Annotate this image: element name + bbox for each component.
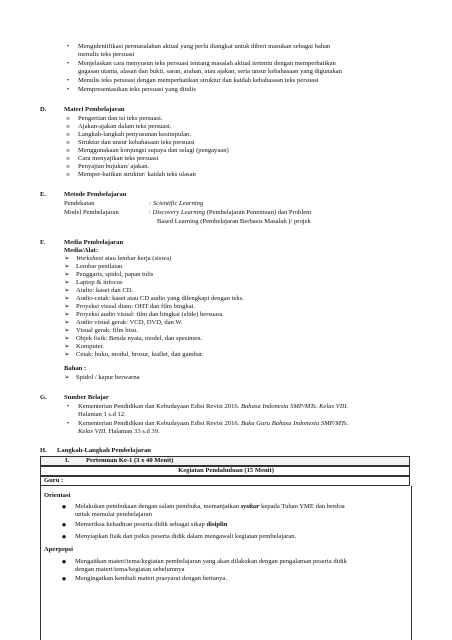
bullet-dot: • [66, 86, 70, 93]
kegiatan-title: Kegiatan Pendahuluan (15 Menit) [178, 467, 274, 474]
arrow-bullet-icon: ➢ [64, 319, 70, 326]
arrow-bullet-icon: ➢ [64, 279, 70, 286]
arrow-bullet-icon: ➢ [64, 271, 70, 278]
model-rest: (Pembelajaran Penemuan) dan Problem [205, 209, 312, 216]
arrow-bullet-icon: ➢ [64, 343, 70, 350]
section-h-label: H. [40, 447, 47, 454]
big-bullet: ● [61, 557, 67, 566]
big-bullet: ● [61, 574, 67, 583]
orientasi-item: Memeriksa kehadiran peserta didik sebagai sikap disiplin [75, 521, 228, 528]
arrow-bullet-icon: ➢ [64, 287, 70, 294]
list-item-cont: menulis teks persuasi [78, 51, 135, 58]
list-item: Menulis teks persuasi dengan memperhatikan struktur dan kaidah kebahasaan teks persuasi [78, 77, 319, 84]
list-item: Langkah-langkah penyusunan kesimpulan. [78, 131, 191, 138]
list-item: Mempresentasikan teks persuasi yang ditulis [78, 86, 196, 93]
list-item: Audio-cetak: kaset atau CD audio yang dilengkapi dengan teks. [76, 295, 244, 302]
apersepsi-item: Mengingatkan kembali materi prasyarat dengan bertanya. [75, 575, 227, 582]
big-bullet: ● [61, 502, 67, 511]
section-f-title: Media Pembelajaran [64, 239, 124, 246]
circle-bullet: o [66, 171, 70, 178]
bullet-dot: • [66, 60, 70, 67]
bahan-item: Spidol / kapur berwarna [76, 374, 140, 381]
list-item-cont: gagasan utama, alasan dan bukti, saran, arahan, atau ajakan, serta unsur kebahasaan yang digunakan [78, 68, 343, 75]
bullet-dot: • [66, 43, 70, 50]
circle-bullet: o [66, 123, 70, 130]
section-e-label: E. [40, 191, 47, 198]
big-bullet: ● [61, 520, 67, 529]
list-item: Memper-hatikan struktur/ kaidah teks ulasan [78, 171, 196, 178]
list-item: Pengertian dan isi teks persuasi. [78, 115, 163, 122]
section-d-title: Materi Pembelajaran [64, 106, 125, 113]
apersepsi-label: Aperpepsi [44, 546, 73, 553]
pendekatan-value: : Scientific Learning [149, 200, 204, 207]
list-item: Mengidentifikasi permasalahan aktual yang perlu diangkat untuk diberi masukan sebagai bahan [78, 43, 331, 50]
apersepsi-item-cont: dengan materi/tema/kegiatan sebelumnya [75, 566, 185, 573]
list-item: Cetak: buku, modul, brosur, leaflet, dan gambar. [76, 351, 204, 358]
arrow-bullet-icon: ➢ [64, 335, 70, 342]
bullet-dot: • [66, 77, 70, 84]
media-subtitle: Media/Alat: [64, 247, 99, 254]
list-item: Cara menyajikan teks persuasi [78, 155, 159, 162]
arrow-bullet-icon: ➢ [64, 255, 70, 262]
list-item: Kementerian Pendidikan dan Kebudayaan Edisi Revisi 2016. Bahasa Indonesia SMP/MTs. Kelas VIII. [78, 403, 349, 410]
list-item-cont: Halaman 1 s.d 12. [78, 411, 126, 418]
circle-bullet: o [66, 155, 70, 162]
list-item: Audio: kaset dan CD. [76, 287, 134, 294]
list-item: Menggunakaan konjungsi supaya dan selagi (pengayaan) [78, 147, 229, 154]
arrow-bullet-icon: ➢ [64, 295, 70, 302]
model-colon: : [149, 209, 153, 216]
list-item: Worksheet atau lembar kerja (siswa) [76, 255, 172, 262]
orientasi-label: Orientasi [44, 492, 71, 499]
list-item: Penggaris, spidol, papan tulis [76, 271, 154, 278]
guru-row [40, 476, 410, 486]
section-g-title: Sumber Belajar [64, 394, 109, 401]
arrow-bullet-icon: ➢ [64, 311, 70, 318]
orientasi-item: Melakukan pembukaan dengan salam pembuka, memanjatkan syukur kepada Tuhan YME dan berdoa [75, 503, 345, 510]
section-g-label: G. [40, 394, 47, 401]
list-item-cont: Kelas VIII. Halaman 33 s.d 39. [78, 428, 160, 435]
list-item: Proyeksi visual diam: OHT dan film bingkai. [76, 303, 196, 310]
section-f-label: F. [40, 239, 46, 246]
list-item: Penyajian bujukan/ ajakan. [78, 163, 150, 170]
list-item: Menjelaskan cara menyusun teks persuasi tentang masalah aktual tertentu dengan memperhatikan [78, 60, 336, 67]
model-line2: Based Learning (Pembelajaran Berbasis Masalah )/ projek [157, 218, 311, 225]
circle-bullet: o [66, 131, 70, 138]
list-item: Audio visual gerak: VCD, DVD, dan W. [76, 319, 183, 326]
section-d-label: D. [40, 106, 47, 113]
pendekatan-label: Pendekatan [64, 200, 95, 207]
list-item: Laptop & infocus [76, 279, 123, 286]
list-item: Proyeksi audio visual: film dan bingkai (slide) bersuara. [76, 311, 224, 318]
bullet-dot: • [66, 403, 70, 410]
list-item: Struktur dan unsur kebahasaan teks persuasi [78, 139, 195, 146]
list-item: Visual gerak: film bisu. [76, 327, 138, 334]
model-value [149, 209, 311, 217]
list-item: Objek fisik: Benda nyata, model, dan spesimen. [76, 335, 203, 342]
section-e-title: Metode Pembelajaran [64, 191, 127, 198]
model-italic: Discovery Learning [152, 209, 206, 216]
list-item: Lembar penilaian [76, 263, 123, 270]
arrow-bullet-icon: ➢ [64, 374, 70, 381]
circle-bullet: o [66, 115, 70, 122]
apersepsi-item: Mengaitkan materi/tema/kegiatan pembelajaran yang akan dilakukan dengan pengalaman peserta didik [75, 558, 347, 565]
list-item: Komputer. [76, 343, 105, 350]
orientasi-item-cont: untuk memulai pembelajaran [75, 511, 152, 518]
arrow-bullet-icon: ➢ [64, 327, 70, 334]
meeting-header-row [40, 456, 410, 466]
circle-bullet: o [66, 139, 70, 146]
bullet-dot: • [66, 420, 70, 427]
guru-label: Guru : [44, 477, 64, 484]
circle-bullet: o [66, 147, 70, 154]
content-cell [40, 486, 412, 640]
meeting-label: I. [65, 457, 70, 464]
section-h-title: Langkah-Langkah Pembelajaran [57, 447, 151, 454]
meeting-title: Pertemuan Ke-1 (3 x 40 Menit) [86, 457, 174, 464]
orientasi-item: Menyiapkan fisik dan psikis peserta didik dalam mengawali kegiatan pembelajaran. [75, 533, 297, 540]
list-item: Kementerian Pendidikan dan Kebudayaan Edisi Revisi 2016. Buku Guru Bahasa Indonesia SMP/MTs. [78, 420, 349, 427]
bahan-label: Bahan : [64, 365, 87, 372]
model-label: Model Pembelajaran [64, 209, 119, 216]
kegiatan-row [40, 466, 410, 476]
arrow-bullet-icon: ➢ [64, 303, 70, 310]
list-item: Ajakan-ajakan dalam teks persuasi. [78, 123, 172, 130]
arrow-bullet-icon: ➢ [64, 263, 70, 270]
big-bullet: ● [61, 532, 67, 541]
arrow-bullet-icon: ➢ [64, 351, 70, 358]
circle-bullet: o [66, 163, 70, 170]
